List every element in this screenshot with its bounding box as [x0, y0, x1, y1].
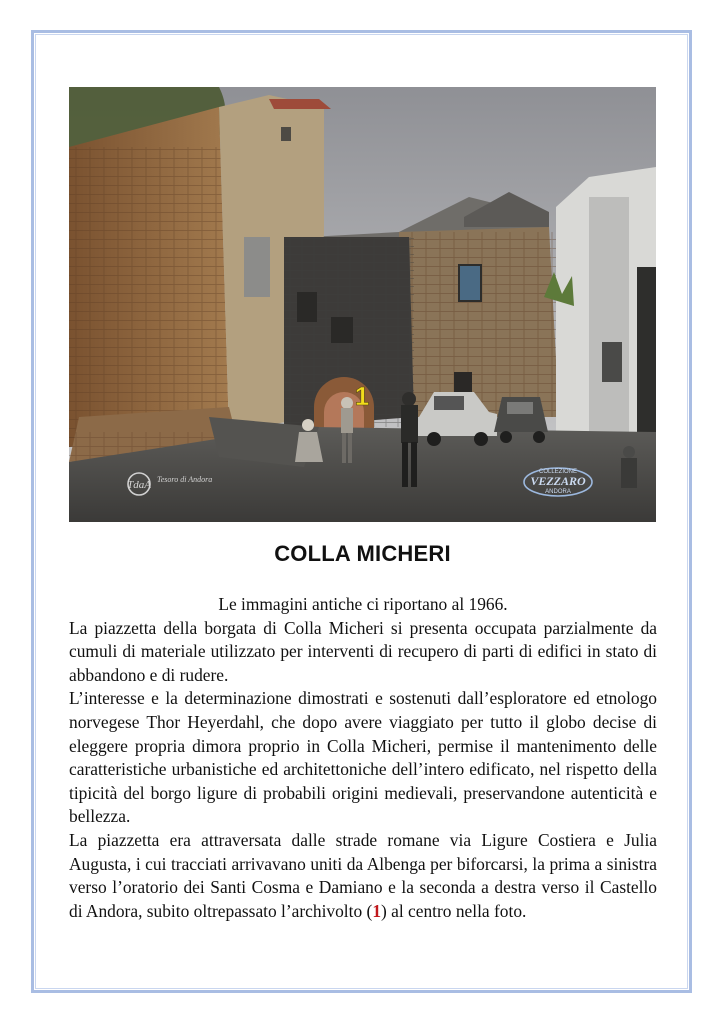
paragraph-intro: Le immagini antiche ci riportano al 1966.: [218, 594, 508, 614]
svg-text:VEZZARO: VEZZARO: [530, 474, 586, 488]
paragraph-heyerdahl: L’interesse e la determinazione dimostrati e sostenuti dall’esploratore ed etnologo norvegese Thor Heyerdahl, che dopo avere viaggiato per tutto il globo decise di eleggere propria dimora proprio in Colla Micheri, permise il mantenimento delle caratteristiche urbanistiche ed architettoniche dell’intero edificato, nel rispetto della tipicità del borgo ligure di probabili origini medievali, preservandone autenticità e bellezza.: [69, 688, 657, 827]
paragraph-text-before: La piazzetta era attraversata dalle strade romane via Ligure Costiera e Julia Augusta, i cui tracciati arrivavano uniti da Albenga per biforcarsi, la prima a sinistra verso l’oratorio dei Santi Cosma e Damiano e la seconda a destra verso il Castello di Andora, subito oltrepassato l’archivolto (: [69, 829, 657, 921]
window: [459, 265, 481, 301]
paragraph-piazzetta: La piazzetta della borgata di Colla Micheri si presenta occupata parzialmente da cumuli di materiale utilizzato per interventi di recupero di parti di edifici in stato di abbandono e di rudere.: [69, 617, 657, 685]
svg-text:ANDORA: ANDORA: [545, 489, 571, 495]
photo-marker-1: 1: [354, 381, 370, 411]
text-marker-1: 1: [372, 900, 382, 921]
article-body: [69, 593, 657, 923]
paragraph-strade-romane: [69, 829, 657, 923]
page-title: COLLA MICHERI: [274, 541, 451, 566]
watermark-right: [524, 468, 592, 496]
svg-text:COLLEZIONE: COLLEZIONE: [538, 469, 578, 475]
svg-text:TdaA: TdaA: [127, 479, 151, 491]
historical-photo: [69, 87, 656, 522]
paragraph-text-after: ) al centro nella foto.: [381, 900, 527, 921]
person-sitting-right: [621, 446, 637, 488]
svg-text:Tesoro di Andora: Tesoro di Andora: [157, 475, 213, 484]
